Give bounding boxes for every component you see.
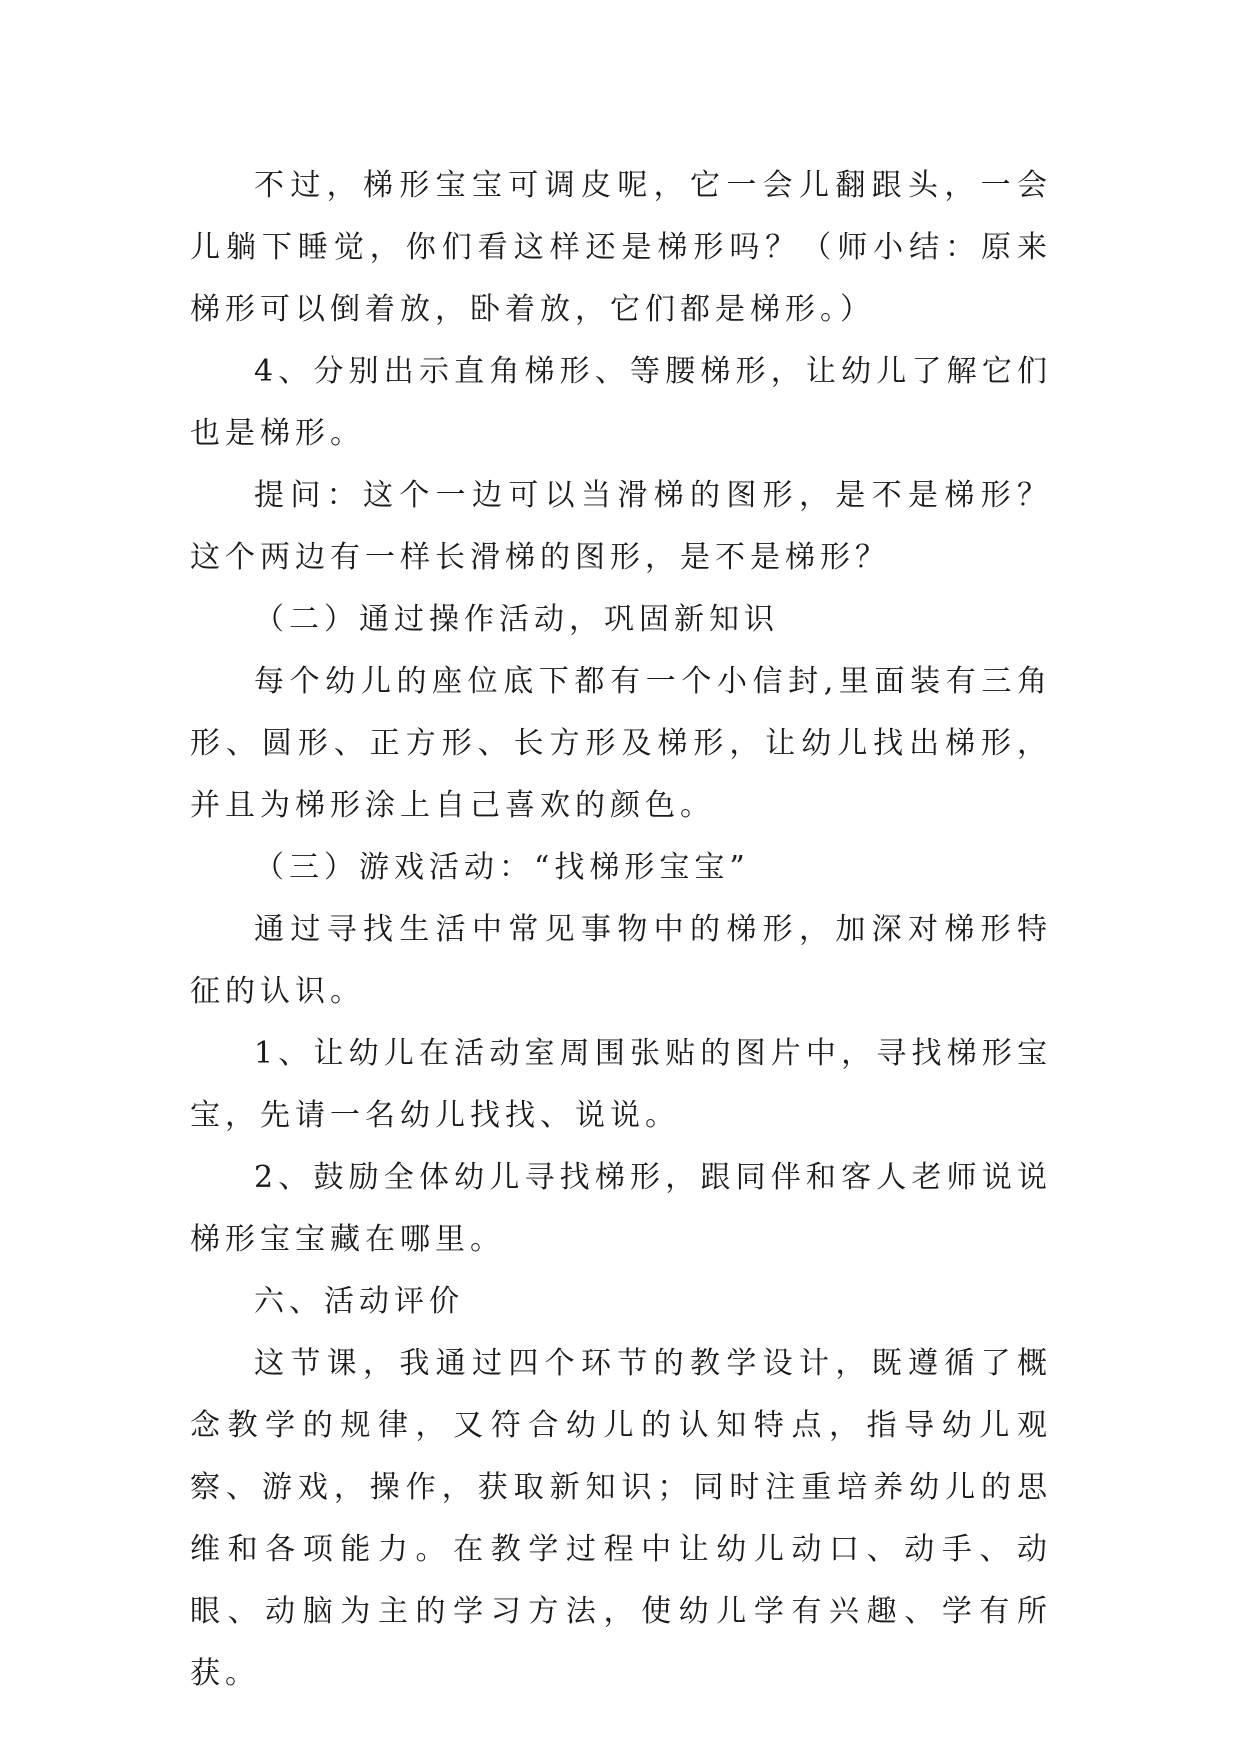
paragraph-evaluation: 这节课，我通过四个环节的教学设计，既遵循了概念教学的规律，又符合幼儿的认知特点，指导幼儿观察、游戏，操作，获取新知识；同时注重培养幼儿的思维和各项能力。在教学过程中让幼儿动口、动手、动眼、动脑为主的学习方法，使幼儿学有兴趣、学有所获。 xyxy=(190,1346,1052,1691)
paragraph-envelope-activity: 每个幼儿的座位底下都有一个小信封,里面装有三角形、圆形、正方形、长方形及梯形，让幼儿找出梯形，并且为梯形涂上自己喜欢的颜色。 xyxy=(190,664,1052,823)
paragraph-game-intro: 通过寻找生活中常见事物中的梯形，加深对梯形特征的认识。 xyxy=(190,912,1052,1009)
document-body xyxy=(190,155,1052,1705)
section-heading-game: （三）游戏活动：“找梯形宝宝” xyxy=(254,850,750,885)
section-heading-evaluation: 六、活动评价 xyxy=(254,1284,464,1319)
paragraph-game-step-2: 2、鼓励全体幼儿寻找梯形，跟同伴和客人老师说说梯形宝宝藏在哪里。 xyxy=(190,1160,1052,1257)
paragraph-question: 提问：这个一边可以当滑梯的图形，是不是梯形？这个两边有一样长滑梯的图形，是不是梯形？ xyxy=(190,478,1052,575)
paragraph-rolling-trapezoid: 不过，梯形宝宝可调皮呢，它一会儿翻跟头，一会儿躺下睡觉，你们看这样还是梯形吗？（师小结：原来梯形可以倒着放，卧着放，它们都是梯形。） xyxy=(190,168,1052,327)
section-heading-operation: （二）通过操作活动，巩固新知识 xyxy=(254,602,779,637)
paragraph-step-4: 4、分别出示直角梯形、等腰梯形，让幼儿了解它们也是梯形。 xyxy=(190,354,1052,451)
paragraph-game-step-1: 1、让幼儿在活动室周围张贴的图片中，寻找梯形宝宝，先请一名幼儿找找、说说。 xyxy=(190,1036,1052,1133)
